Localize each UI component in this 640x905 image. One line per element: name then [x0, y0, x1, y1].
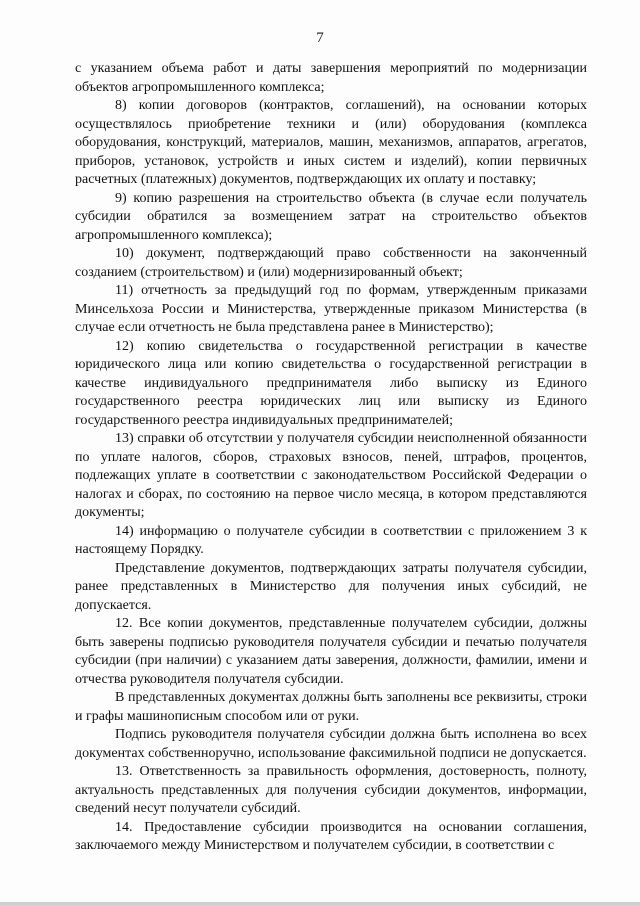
paragraph-signature: Подпись руководителя получателя субсидии должна быть исполнена во всех документах собственноручно, использование факсимильной подписи не допускается.: [75, 727, 587, 761]
paragraph-item-14: 14) информацию о получателе субсидии в соответствии с приложением 3 к настоящему Порядку.: [75, 523, 587, 557]
paragraph-item-9: 9) копию разрешения на строительство объекта (в случае если получатель субсидии обратился за возмещением затрат на строительство объектов агропромышленного комплекса);: [75, 190, 587, 243]
page-number: 7: [316, 30, 324, 46]
paragraph-item-13: 13) справки об отсутствии у получателя субсидии неисполненной обязанности по уплате налогов, сборов, страховых взносов, пеней, штрафов, процентов, подлежащих уплате в соответствии с законодательством Российской Федерации о налогах и сборах, по состоянию на первое число месяца, в котором представляются документы;: [75, 431, 587, 520]
paragraph-item-11: 11) отчетность за предыдущий год по формам, утвержденным приказами Минсельхоза России и Министерства, утвержденные приказом Министерства (в случае если отчетность не была представлена ранее в Министерство);: [75, 283, 587, 335]
paragraph-continued: с указанием объема работ и даты завершения мероприятий по модернизации объектов агропромышленного комплекса;: [75, 61, 587, 95]
paragraph-clause-13: 13. Ответственность за правильность оформления, достоверность, полноту, актуальность представленных для получения субсидии документов, информации, сведений несут получатели субсидий.: [75, 764, 587, 816]
document-body: [75, 60, 587, 856]
paragraph-clause-14: 14. Предоставление субсидии производится на основании соглашения, заключаемого между Министерством и получателем субсидии, в соответствии с: [75, 819, 587, 853]
paragraph-item-8: 8) копии договоров (контрактов, соглашений), на основании которых осуществлялось приобретение техники и (или) оборудования (комплекса оборудования, конструкций, материалов, машин, механизмов, аппаратов, агрегатов, приборов, установок, устройств и иных систем и изделий), копии первичных расчетных (платежных) документов, подтверждающих их оплату и поставку;: [75, 98, 587, 187]
paragraph-clause-12: 12. Все копии документов, представленные получателем субсидии, должны быть заверены подписью руководителя получателя субсидии и печатью получателя субсидии (при наличии) с указанием даты заверения, должности, фамилии, имени и отчества руководителя получателя субсидии.: [75, 616, 587, 687]
paragraph-prior-documents: Представление документов, подтверждающих затраты получателя субсидии, ранее представленных в Министерство для получения иных субсидий, не допускается.: [75, 560, 587, 613]
paragraph-item-12: 12) копию свидетельства о государственной регистрации в качестве юридического лица или копию свидетельства о государственной регистрации в качестве индивидуального предпринимателя либо выписку из Единого государственного реестра юридических лиц или выписку из Единого государственного реестра индивидуальных предпринимателей;: [75, 338, 587, 428]
paragraph-item-10: 10) документ, подтверждающий право собственности на законченный созданием (строительством) и (или) модернизированный объект;: [75, 246, 587, 280]
paragraph-requisites: В представленных документах должны быть заполнены все реквизиты, строки и графы машинописным способом или от руки.: [75, 690, 587, 724]
